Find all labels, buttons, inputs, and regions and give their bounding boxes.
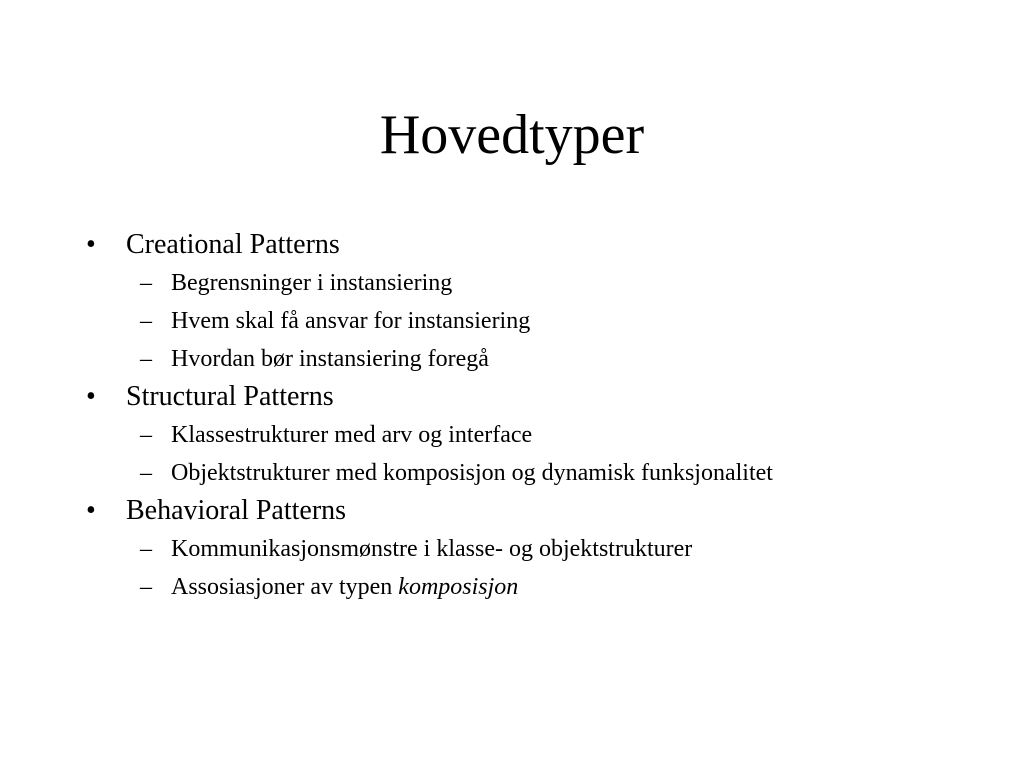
sub-bullet-text: Kommunikasjonsmønstre i klasse- og objektstrukturer [171, 536, 693, 562]
bullet-text: Behavioral Patterns [126, 495, 347, 526]
sub-bullet [86, 568, 986, 606]
bullet-icon: • [86, 381, 96, 412]
dash-icon: – [140, 270, 152, 296]
sub-bullet-text: Hvordan bør instansiering foregå [171, 346, 489, 372]
bullet-structural-patterns [86, 378, 986, 416]
sub-bullet-text: Begrensninger i instansiering [171, 270, 453, 296]
bullet-text: Structural Patterns [126, 381, 334, 412]
slide-title: Hovedtyper [379, 104, 645, 166]
sub-bullet [86, 340, 986, 378]
dash-icon: – [140, 536, 152, 562]
bullet-icon: • [86, 229, 96, 260]
emphasized-word: komposisjon [398, 574, 519, 600]
bullet-icon: • [86, 495, 96, 526]
bullet-behavioral-patterns [86, 492, 986, 530]
dash-icon: – [140, 346, 152, 372]
sub-bullet-text: Objektstrukturer med komposisjon og dynamisk funksjonalitet [171, 460, 773, 486]
sub-bullet [86, 454, 986, 492]
bullet-text: Creational Patterns [126, 229, 340, 260]
sub-bullet-prefix: Assosiasjoner av typen [171, 574, 399, 600]
dash-icon: – [140, 460, 152, 486]
bullet-creational-patterns [86, 226, 986, 264]
dash-icon: – [140, 422, 152, 448]
sub-bullet [86, 264, 986, 302]
bullet-list [86, 226, 986, 606]
sub-bullet-text [171, 568, 518, 606]
sub-bullet [86, 530, 986, 568]
dash-icon: – [140, 308, 152, 334]
sub-bullet [86, 416, 986, 454]
dash-icon: – [140, 574, 152, 600]
sub-bullet-text: Hvem skal få ansvar for instansiering [171, 308, 531, 334]
sub-bullet [86, 302, 986, 340]
sub-bullet-text: Klassestrukturer med arv og interface [171, 422, 533, 448]
